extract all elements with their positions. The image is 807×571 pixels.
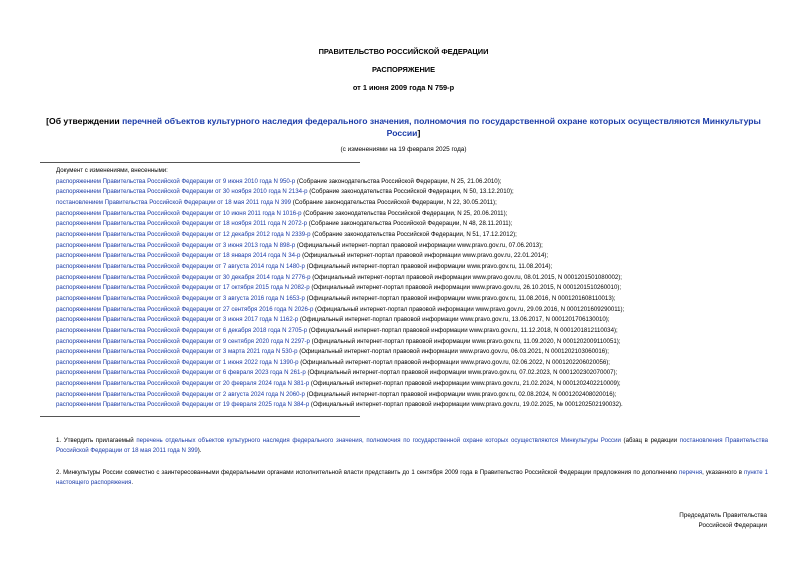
change-item bbox=[56, 315, 796, 326]
signature-title: Председатель Правительства bbox=[679, 512, 767, 519]
change-item bbox=[56, 368, 796, 379]
change-link[interactable]: распоряжением Правительства Российской Федерации от 12 декабря 2012 года N 2339-р bbox=[56, 230, 311, 238]
paragraph-2-middle: , указанного в bbox=[702, 469, 745, 476]
change-source: (Собрание законодательства Российской Федерации, N 48, 28.11.2011); bbox=[307, 220, 513, 228]
change-link[interactable]: распоряжением Правительства Российской Федерации от 10 июня 2011 года N 1016-р bbox=[56, 209, 302, 217]
doc-authority: ПРАВИТЕЛЬСТВО РОССИЙСКОЙ ФЕДЕРАЦИИ bbox=[318, 47, 489, 56]
change-source: (Собрание законодательства Российской Федерации, N 25, 21.06.2010); bbox=[295, 177, 502, 185]
change-link[interactable]: распоряжением Правительства Российской Федерации от 9 сентября 2020 года N 2297-р bbox=[56, 337, 310, 345]
change-item bbox=[56, 400, 796, 411]
change-source: (Официальный интернет-портал правовой информации www.pravo.gov.ru, 08.01.2015, N 0001201501080002); bbox=[310, 273, 622, 281]
change-link[interactable]: распоряжением Правительства Российской Федерации от 3 июня 2017 года N 1162-р bbox=[56, 316, 299, 324]
change-link[interactable]: распоряжением Правительства Российской Федерации от 17 октября 2015 года N 2082-р bbox=[56, 284, 310, 292]
change-source: (Официальный интернет-портал правовой информации www.pravo.gov.ru, 07.02.2023, N 0001202302070007); bbox=[305, 369, 618, 377]
change-link[interactable]: распоряжением Правительства Российской Федерации от 18 ноября 2011 года N 2072-р bbox=[56, 220, 308, 228]
change-link[interactable]: постановлением Правительства Российской Федерации от 18 мая 2011 года N 399 bbox=[56, 198, 291, 206]
change-source: (Официальный интернет-портал правовой информации www.pravo.gov.ru, 11.08.2014); bbox=[304, 262, 553, 270]
change-item bbox=[56, 390, 796, 401]
change-link[interactable]: распоряжением Правительства Российской Федерации от 7 августа 2014 года N 1480-р bbox=[56, 262, 305, 270]
change-item bbox=[56, 230, 796, 241]
change-source: (Собрание законодательства Российской Федерации, N 22, 30.05.2011); bbox=[291, 198, 497, 206]
change-item bbox=[56, 294, 796, 305]
change-source: (Официальный интернет-портал правовой информации www.pravo.gov.ru, 22.01.2014); bbox=[300, 252, 549, 260]
change-item bbox=[56, 283, 796, 294]
change-link[interactable]: распоряжением Правительства Российской Федерации от 3 августа 2016 года N 1653-р bbox=[56, 294, 305, 302]
change-item bbox=[56, 305, 796, 316]
change-source: (Официальный интернет-портал правовой информации www.pravo.gov.ru, 02.08.2024, N 0001202408020016); bbox=[304, 390, 617, 398]
change-item bbox=[56, 241, 796, 252]
doc-date-number: от 1 июня 2009 года N 759-р bbox=[352, 83, 455, 92]
paragraph-1-link-list[interactable]: перечень отдельных объектов культурного наследия федерального значения, полномочия по государственной охране которых осуществляются Минкультуры России bbox=[136, 437, 621, 444]
change-item bbox=[56, 273, 796, 284]
paragraph-1-middle: (абзац в редакции bbox=[620, 437, 680, 444]
change-link[interactable]: распоряжением Правительства Российской Федерации от 3 марта 2021 года N 530-р bbox=[56, 348, 298, 356]
paragraph-1-link-decree[interactable]: постановления Правительства Российской Федерации от 18 мая 2011 года N 399 bbox=[56, 437, 769, 454]
change-link[interactable]: распоряжением Правительства Российской Федерации от 30 декабря 2014 года N 2776-р bbox=[56, 273, 311, 281]
doc-subject bbox=[40, 115, 767, 139]
signature-country: Российской Федерации bbox=[698, 522, 767, 529]
change-source: (Собрание законодательства Российской Федерации, N 50, 13.12.2010); bbox=[307, 188, 514, 196]
change-link[interactable]: распоряжением Правительства Российской Федерации от 19 февраля 2025 года N 384-р bbox=[56, 401, 310, 409]
change-item bbox=[56, 379, 796, 390]
change-source: (Официальный интернет-портал правовой информации www.pravo.gov.ru, 11.12.2018, N 0001201812110034); bbox=[307, 326, 618, 334]
paragraph-2-suffix: . bbox=[131, 479, 134, 486]
change-source: (Собрание законодательства Российской Федерации, N 51, 17.12.2012); bbox=[310, 230, 517, 238]
change-source: (Собрание законодательства Российской Федерации, N 25, 20.06.2011); bbox=[301, 209, 508, 217]
change-source: (Официальный интернет-портал правовой информации www.pravo.gov.ru, 11.08.2016, N 0001201608110013); bbox=[304, 294, 616, 302]
change-source: (Официальный интернет-портал правовой информации www.pravo.gov.ru, 29.09.2016, N 0001201609290011); bbox=[313, 305, 625, 313]
paragraph-2 bbox=[56, 468, 768, 488]
top-divider bbox=[40, 162, 360, 163]
change-item bbox=[56, 337, 796, 348]
change-source: (Официальный интернет-портал правовой информации www.pravo.gov.ru, 26.10.2015, N 0001201510260010); bbox=[309, 284, 622, 292]
change-link[interactable]: распоряжением Правительства Российской Федерации от 18 января 2014 года N 34-р bbox=[56, 252, 301, 260]
change-item bbox=[56, 177, 796, 188]
change-item bbox=[56, 358, 796, 369]
change-item bbox=[56, 262, 796, 273]
change-item bbox=[56, 187, 796, 198]
change-link[interactable]: распоряжением Правительства Российской Федерации от 6 февраля 2023 года N 261-р bbox=[56, 369, 306, 377]
change-item bbox=[56, 209, 796, 220]
change-link[interactable]: распоряжением Правительства Российской Федерации от 27 сентября 2016 года N 2026-р bbox=[56, 305, 314, 313]
change-link[interactable]: распоряжением Правительства Российской Федерации от 3 июня 2013 года N 898-р bbox=[56, 241, 296, 249]
change-link[interactable]: распоряжением Правительства Российской Федерации от 30 ноября 2010 года N 2134-р bbox=[56, 188, 308, 196]
change-link[interactable]: распоряжением Правительства Российской Федерации от 9 июня 2010 года N 950-р bbox=[56, 177, 296, 185]
change-link[interactable]: распоряжением Правительства Российской Федерации от 2 августа 2024 года N 2060-р bbox=[56, 390, 305, 398]
change-item bbox=[56, 326, 796, 337]
paragraph-2-link-point[interactable]: пункте 1 настоящего распоряжения bbox=[56, 469, 768, 486]
change-source: (Официальный интернет-портал правовой информации www.pravo.gov.ru, 21.02.2024, N 0001202402210009); bbox=[309, 380, 621, 388]
changes-intro: Документ с изменениями, внесенными: bbox=[56, 167, 168, 174]
paragraph-2-link-list[interactable]: перечня bbox=[679, 469, 703, 476]
subject-close-bracket: ] bbox=[417, 128, 421, 138]
change-link[interactable]: распоряжением Правительства Российской Федерации от 1 июня 2022 года N 1390-р bbox=[56, 358, 299, 366]
signature-block bbox=[679, 511, 767, 531]
bottom-divider bbox=[40, 416, 360, 417]
change-item bbox=[56, 219, 796, 230]
paragraph-1 bbox=[56, 436, 768, 456]
change-source: (Официальный интернет-портал правовой информации www.pravo.gov.ru, 06.03.2021, N 0001202103060016); bbox=[297, 348, 609, 356]
changes-list bbox=[56, 166, 796, 411]
change-source: (Официальный интернет-портал правовой информации www.pravo.gov.ru, 07.06.2013); bbox=[295, 241, 543, 249]
subject-link[interactable]: перечней объектов культурного наследия федерального значения, полномочия по государственной охране которых осуществляются Минкультуры России bbox=[122, 116, 761, 138]
paragraph-1-suffix: ). bbox=[197, 447, 202, 454]
subject-open-bracket: [Об утверждении bbox=[46, 116, 123, 126]
change-link[interactable]: распоряжением Правительства Российской Федерации от 20 февраля 2024 года N 381-р bbox=[56, 380, 310, 388]
change-link[interactable]: распоряжением Правительства Российской Федерации от 6 декабря 2018 года N 2705-р bbox=[56, 326, 308, 334]
edition-note: (с изменениями на 19 февраля 2025 года) bbox=[340, 146, 467, 153]
change-source: (Официальный интернет-портал правовой информации www.pravo.gov.ru, 11.09.2020, N 0001202009110051); bbox=[309, 337, 621, 345]
change-source: (Официальный интернет-портал правовой информации www.pravo.gov.ru, 02.06.2022, N 0001202206020056); bbox=[298, 358, 610, 366]
change-source: (Официальный интернет-портал правовой информации www.pravo.gov.ru, 19.02.2025, № 0001202502190032). bbox=[309, 401, 623, 409]
paragraph-1-prefix: 1. Утвердить прилагаемый bbox=[56, 437, 137, 444]
doc-type: РАСПОРЯЖЕНИЕ bbox=[371, 65, 436, 74]
change-item bbox=[56, 198, 796, 209]
paragraph-2-prefix: 2. Минкультуры России совместно с заинтересованными федеральными органами исполнительной власти представить до 1 сентября 2009 года в Правительство Российской Федерации предложения по дополнению bbox=[56, 469, 680, 476]
change-item bbox=[56, 347, 796, 358]
change-item bbox=[56, 251, 796, 262]
change-source: (Официальный интернет-портал правовой информации www.pravo.gov.ru, 13.06.2017, N 0001201706130010); bbox=[298, 316, 610, 324]
